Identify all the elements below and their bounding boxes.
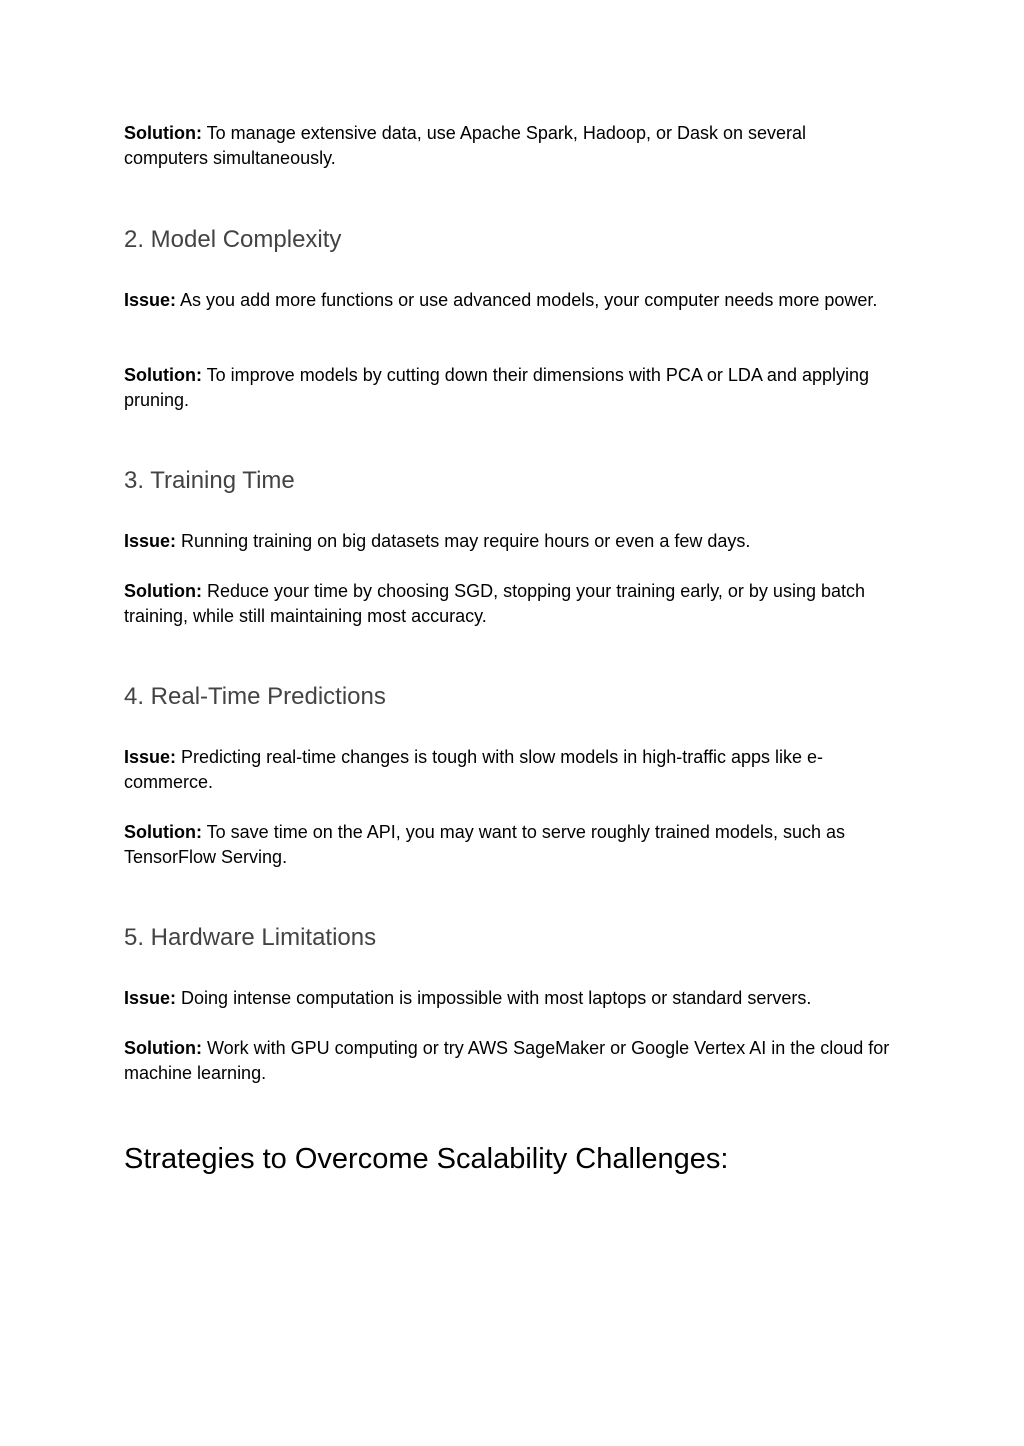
- solution-label: Solution:: [124, 365, 202, 385]
- section-heading-hardware-limitations: 5. Hardware Limitations: [124, 924, 377, 951]
- issue-label: Issue:: [124, 988, 177, 1008]
- issue-paragraph: [124, 288, 894, 313]
- section-heading-real-time-predictions: 4. Real-Time Predictions: [124, 683, 386, 710]
- section-heading-training-time: 3. Training Time: [124, 467, 295, 494]
- solution-label: Solution:: [124, 822, 202, 842]
- solution-paragraph: [124, 1036, 894, 1086]
- solution-label: Solution:: [124, 123, 202, 143]
- issue-paragraph: [124, 529, 894, 554]
- solution-text: Work with GPU computing or try AWS SageMaker or Google Vertex AI in the cloud for machine learning.: [124, 1038, 890, 1083]
- solution-label: Solution:: [124, 1038, 202, 1058]
- issue-paragraph: [124, 745, 894, 795]
- solution-text: To improve models by cutting down their dimensions with PCA or LDA and applying pruning.: [124, 365, 870, 410]
- solution-label: Solution:: [124, 581, 202, 601]
- solution-paragraph: [124, 579, 894, 629]
- issue-paragraph: [124, 986, 894, 1011]
- issue-text: Doing intense computation is impossible with most laptops or standard servers.: [176, 988, 812, 1008]
- solution-text: To manage extensive data, use Apache Spark, Hadoop, or Dask on several computers simultaneously.: [124, 123, 807, 168]
- issue-label: Issue:: [124, 531, 177, 551]
- issue-text: Predicting real-time changes is tough with slow models in high-traffic apps like e-commerce.: [124, 747, 824, 792]
- issue-label: Issue:: [124, 290, 177, 310]
- issue-text: As you add more functions or use advanced models, your computer needs more power.: [176, 290, 878, 310]
- intro-solution-paragraph: [124, 121, 894, 171]
- section-heading-model-complexity: 2. Model Complexity: [124, 226, 342, 253]
- solution-text: To save time on the API, you may want to serve roughly trained models, such as TensorFlow Serving.: [124, 822, 845, 867]
- solution-paragraph: [124, 820, 894, 870]
- solution-text: Reduce your time by choosing SGD, stopping your training early, or by using batch training, while still maintaining most accuracy.: [124, 581, 865, 626]
- issue-text: Running training on big datasets may require hours or even a few days.: [176, 531, 751, 551]
- issue-label: Issue:: [124, 747, 177, 767]
- solution-paragraph: [124, 363, 894, 413]
- strategies-heading: Strategies to Overcome Scalability Challenges:: [124, 1143, 729, 1175]
